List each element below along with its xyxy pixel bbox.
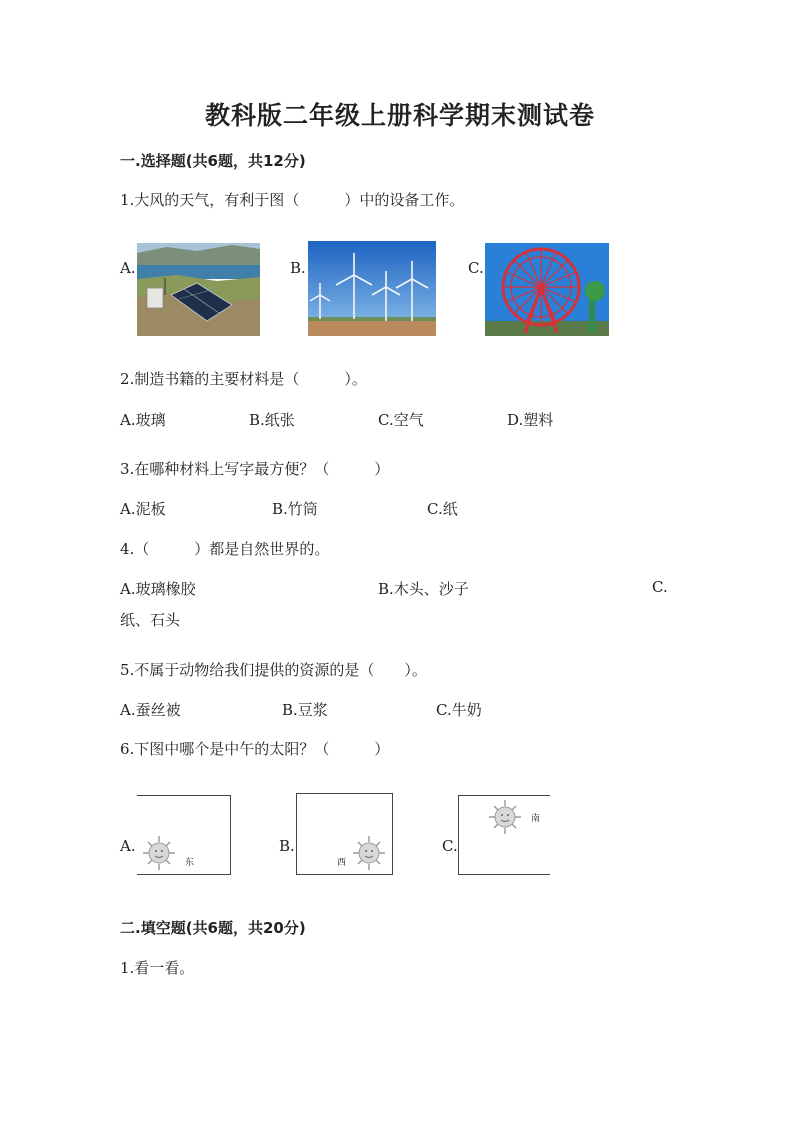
question-4: 4.（ ）都是自然世界的。 bbox=[120, 540, 330, 558]
q2-option-a: A.玻璃 bbox=[120, 411, 166, 429]
q6-option-b-label: B. bbox=[279, 837, 295, 855]
q3-option-b: B.竹筒 bbox=[272, 500, 318, 518]
q1-option-b-label: B. bbox=[290, 259, 306, 277]
sun-icon bbox=[137, 834, 181, 872]
sun-frame-b bbox=[296, 793, 393, 875]
direction-label-west: 西 bbox=[337, 858, 347, 868]
wind-turbine-photo bbox=[308, 241, 436, 336]
q5-option-b: B.豆浆 bbox=[282, 701, 328, 719]
section-heading-fill: 二.填空题(共6题，共20分) bbox=[120, 919, 306, 937]
q5-option-c: C.牛奶 bbox=[436, 701, 482, 719]
q6-option-a-label: A. bbox=[120, 837, 136, 855]
sun-icon bbox=[347, 834, 391, 872]
question-1: 1.大风的天气，有利于图（ ）中的设备工作。 bbox=[120, 191, 465, 209]
direction-label-east: 东 bbox=[185, 858, 195, 868]
q1-option-c-label: C. bbox=[468, 259, 484, 277]
q4-option-b: B.木头、沙子 bbox=[378, 580, 469, 598]
question-3: 3.在哪种材料上写字最方便？（ ） bbox=[120, 460, 390, 478]
fill-question-1: 1.看一看。 bbox=[120, 959, 195, 977]
section-heading-choice: 一.选择题(共6题，共12分) bbox=[120, 152, 306, 170]
q2-option-c: C.空气 bbox=[378, 411, 424, 429]
direction-label-south: 南 bbox=[531, 814, 541, 824]
q4-option-c-text: 纸、石头 bbox=[120, 611, 181, 629]
q4-option-c: C. bbox=[652, 578, 668, 596]
question-6: 6.下图中哪个是中午的太阳？（ ） bbox=[120, 740, 390, 758]
page-title: 教科版二年级上册科学期末测试卷 bbox=[204, 101, 595, 130]
q2-option-d: D.塑料 bbox=[507, 411, 554, 429]
q3-option-a: A.泥板 bbox=[120, 500, 166, 518]
q3-option-c: C.纸 bbox=[427, 500, 458, 518]
q6-option-c-label: C. bbox=[442, 837, 458, 855]
q4-option-a: A.玻璃橡胶 bbox=[120, 580, 196, 598]
q5-option-a: A.蚕丝被 bbox=[120, 701, 181, 719]
sun-icon bbox=[483, 798, 527, 836]
sun-frame-c bbox=[458, 795, 550, 875]
question-5: 5.不属于动物给我们提供的资源的是（ ）。 bbox=[120, 661, 427, 679]
question-2: 2.制造书籍的主要材料是（ ）。 bbox=[120, 370, 367, 388]
solar-panel-photo bbox=[137, 243, 260, 336]
q2-option-b: B.纸张 bbox=[249, 411, 295, 429]
sun-frame-a bbox=[137, 795, 231, 875]
ferris-wheel-photo bbox=[485, 243, 609, 336]
q1-option-a-label: A. bbox=[120, 259, 136, 277]
